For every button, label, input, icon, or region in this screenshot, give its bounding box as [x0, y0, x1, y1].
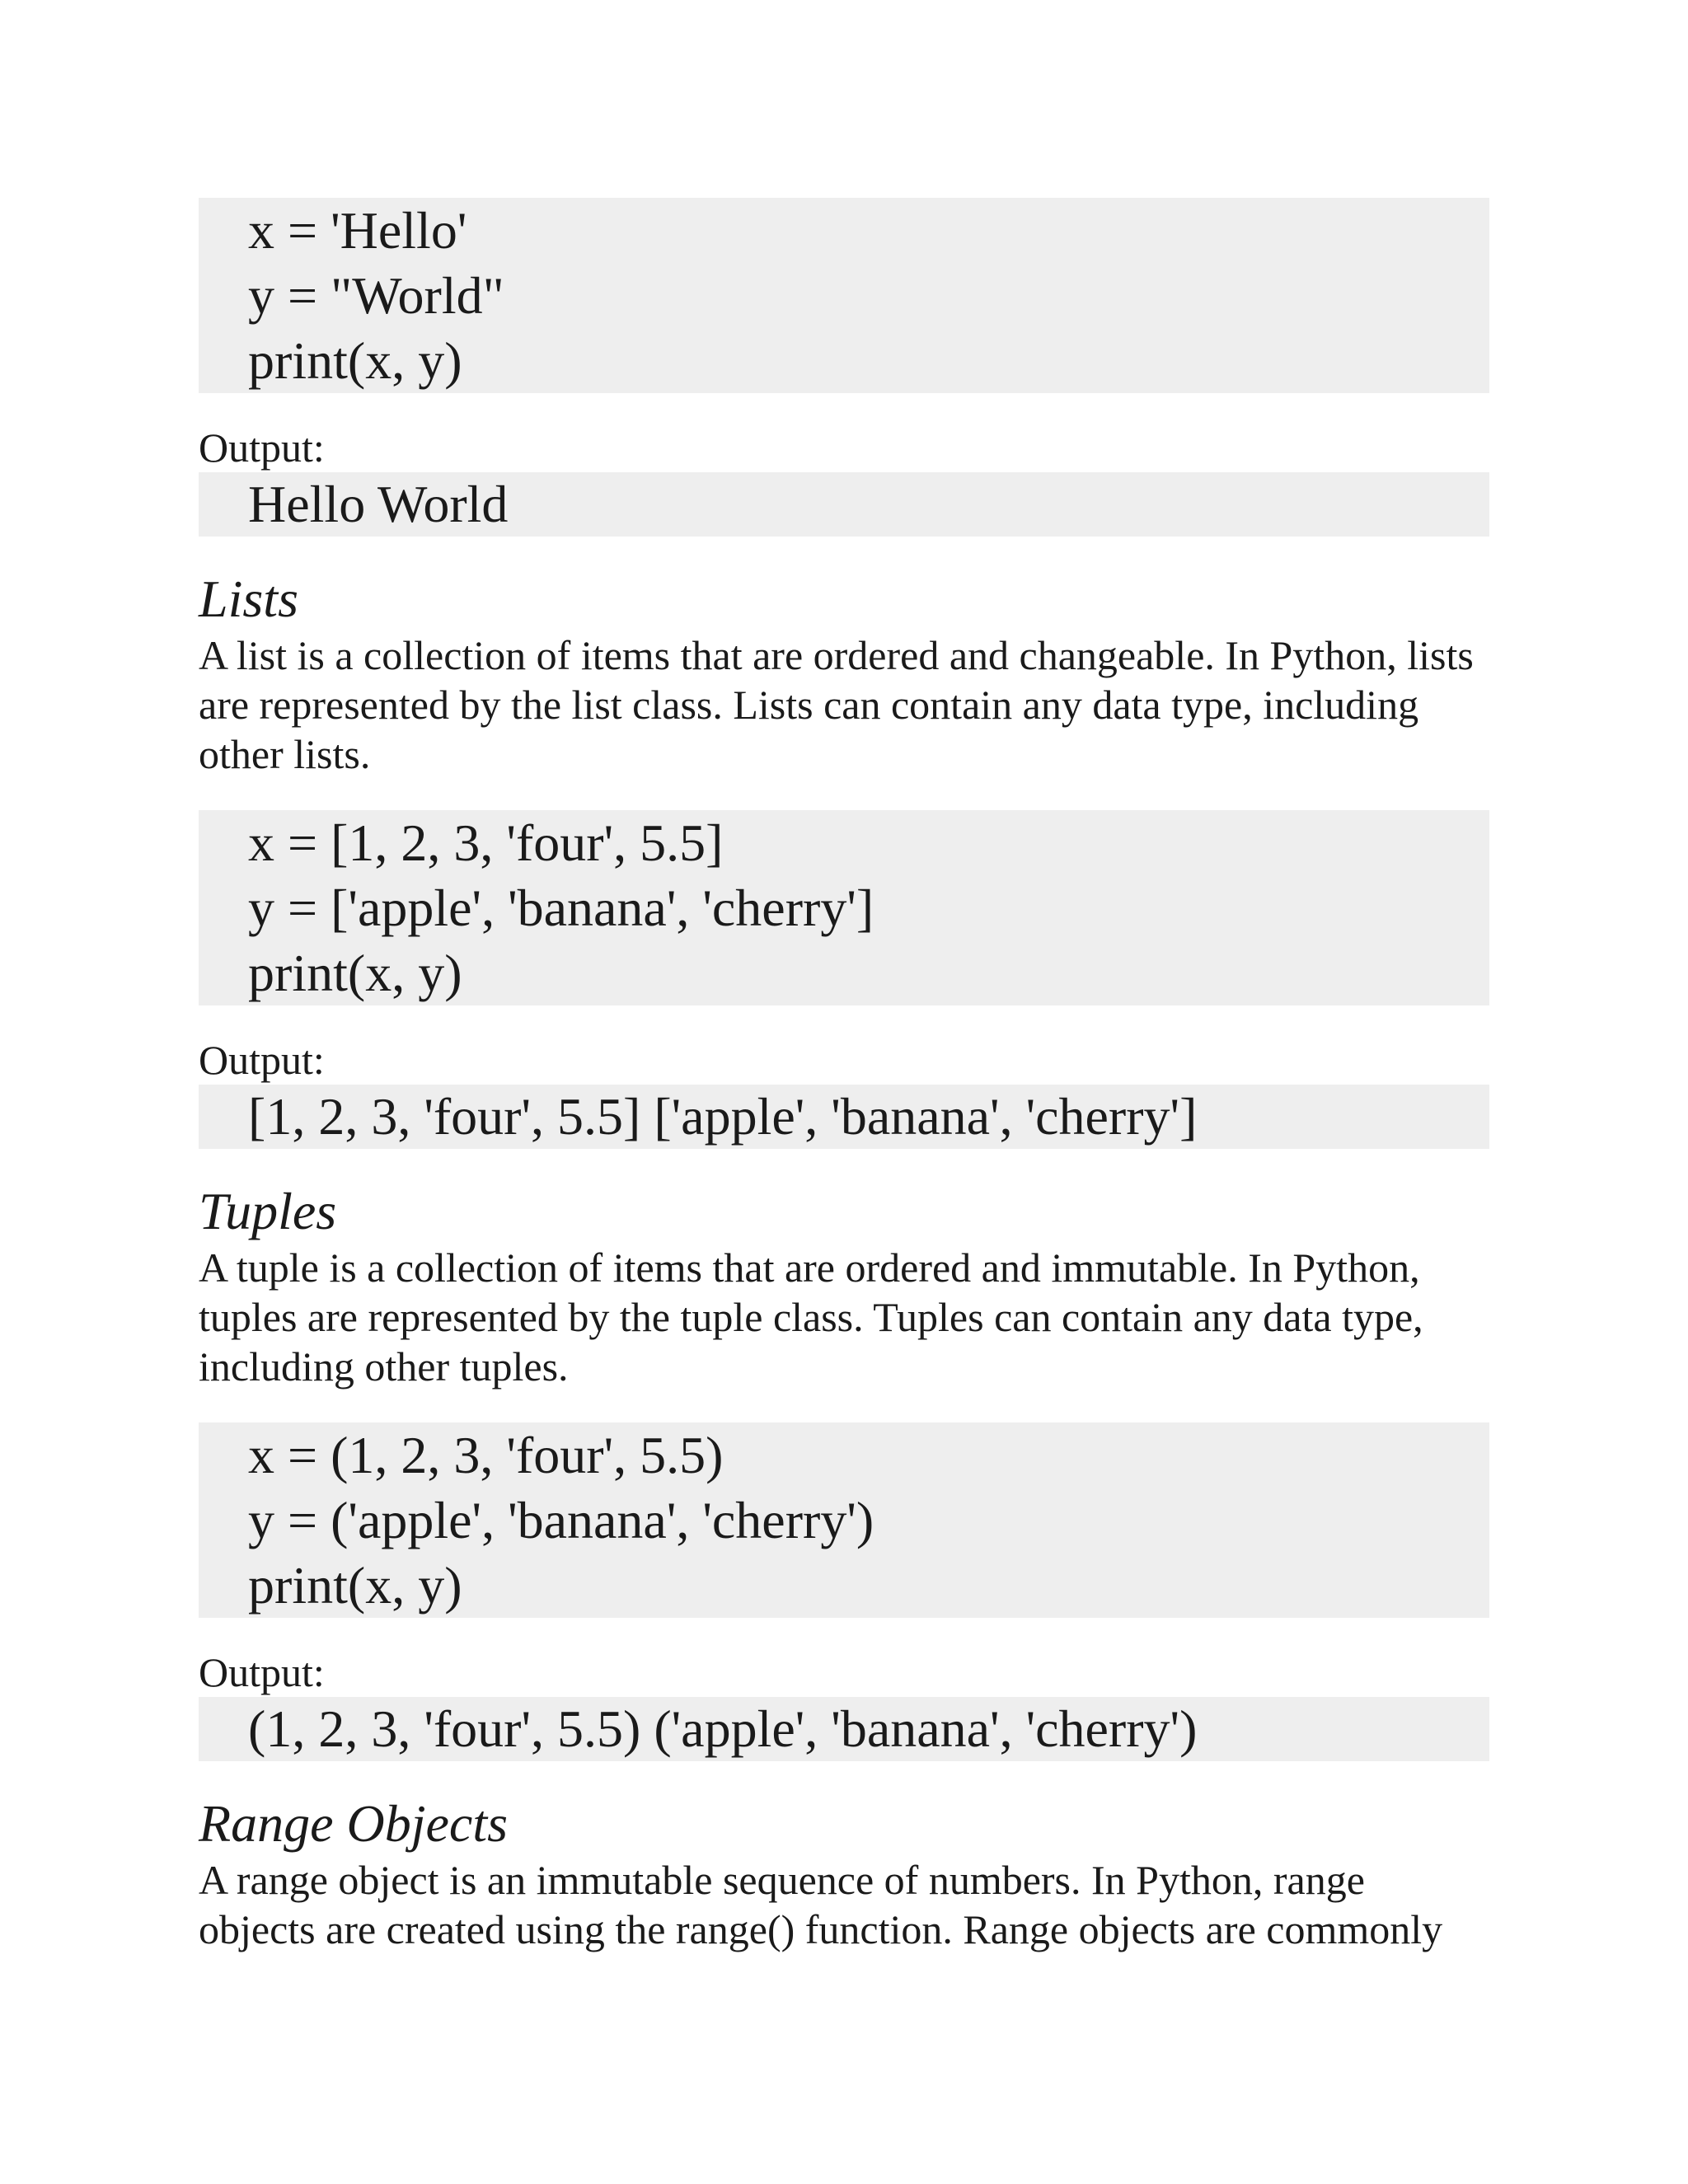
section-heading-lists: Lists — [199, 569, 298, 628]
paragraph-range-objects: A range object is an immutable sequence of numbers. In Python, range objects are created using the range() function. Range objects are commonly — [199, 1857, 1443, 1952]
code-block-tuples — [199, 1422, 1489, 1618]
output-label: Output: — [199, 1037, 325, 1083]
document-page — [199, 198, 1489, 1954]
code-line: x = (1, 2, 3, 'four', 5.5) — [248, 1426, 724, 1484]
code-line: y = ['apple', 'banana', 'cherry'] — [248, 879, 874, 937]
output-label: Output: — [199, 424, 325, 471]
code-line: x = [1, 2, 3, 'four', 5.5] — [248, 813, 724, 872]
code-line: print(x, y) — [248, 944, 462, 1002]
section-heading-tuples: Tuples — [199, 1182, 337, 1240]
section-heading-range-objects: Range Objects — [199, 1794, 508, 1853]
code-line: x = 'Hello' — [248, 201, 467, 260]
output-block-strings: Hello World — [199, 472, 1489, 537]
code-line: y = "World" — [248, 266, 504, 325]
output-label: Output: — [199, 1649, 325, 1695]
code-line: y = ('apple', 'banana', 'cherry') — [248, 1491, 874, 1549]
code-line: print(x, y) — [248, 1556, 462, 1615]
paragraph-lists: A list is a collection of items that are ordered and changeable. In Python, lists are represented by the list class. Lists can contain any data type, including other lists. — [199, 632, 1474, 777]
output-block-tuples: (1, 2, 3, 'four', 5.5) ('apple', 'banana', 'cherry') — [199, 1697, 1489, 1761]
output-block-lists: [1, 2, 3, 'four', 5.5] ['apple', 'banana', 'cherry'] — [199, 1085, 1489, 1149]
paragraph-tuples: A tuple is a collection of items that are ordered and immutable. In Python, tuples are represented by the tuple class. Tuples can contain any data type, including other tuples. — [199, 1244, 1423, 1390]
code-line: print(x, y) — [248, 331, 462, 390]
code-block-strings — [199, 198, 1489, 393]
code-block-lists — [199, 810, 1489, 1005]
